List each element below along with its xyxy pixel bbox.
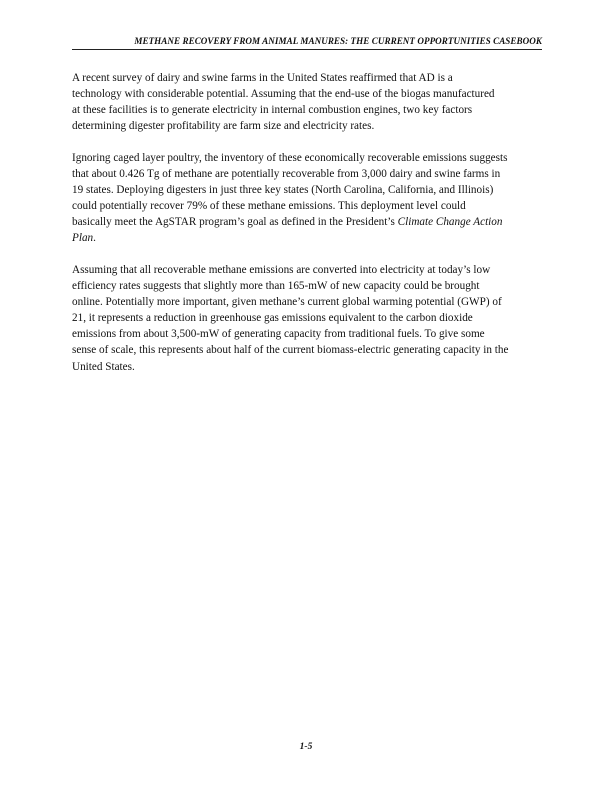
text-fragment: . xyxy=(93,232,96,245)
text-fragment: basically meet the AgSTAR program’s goal as defined in the President’s xyxy=(72,216,398,229)
italic-title-fragment: Plan xyxy=(72,232,94,245)
text-line: could potentially recover 79% of these methane emissions. This deployment level could xyxy=(72,200,466,213)
text-line: at these facilities is to generate electricity in internal combustion engines, two key factors xyxy=(72,104,473,117)
running-header xyxy=(72,35,542,50)
text-line xyxy=(72,230,534,246)
text-line: that about 0.426 Tg of methane are potentially recoverable from 3,000 dairy and swine farms in xyxy=(72,167,501,180)
text-line: Assuming that all recoverable methane emissions are converted into electricity at today’s low xyxy=(72,263,491,276)
paragraph-2 xyxy=(72,150,534,247)
text-line: determining digester profitability are farm size and electricity rates. xyxy=(72,120,375,133)
header-title: METHANE RECOVERY FROM ANIMAL MANURES: THE CURRENT OPPORTUNITIES CASEBOOK xyxy=(134,36,542,46)
text-line: technology with considerable potential. Assuming that the end-use of the biogas manufactured xyxy=(72,88,495,101)
page-number: 1-5 xyxy=(299,742,313,752)
text-line: 21, it represents a reduction in greenhouse gas emissions equivalent to the carbon dioxide xyxy=(72,312,473,325)
document-body xyxy=(72,70,534,390)
text-line: 19 states. Deploying digesters in just three key states (North Carolina, California, and Illinois) xyxy=(72,184,494,197)
paragraph-1 xyxy=(72,70,534,134)
text-line: United States. xyxy=(72,360,135,373)
text-line: sense of scale, this represents about half of the current biomass-electric generating capacity in the xyxy=(72,344,509,357)
text-line: online. Potentially more important, given methane’s current global warming potential (GWP) of xyxy=(72,296,502,309)
italic-title-fragment: Climate Change Action xyxy=(397,216,503,229)
text-line: Ignoring caged layer poultry, the inventory of these economically recoverable emissions suggests xyxy=(72,151,508,164)
paragraph-3 xyxy=(72,262,534,375)
text-line: efficiency rates suggests that slightly more than 165-mW of new capacity could be brought xyxy=(72,280,480,293)
text-line: emissions from about 3,500-mW of generating capacity from traditional fuels. To give some xyxy=(72,328,485,341)
text-line xyxy=(72,214,534,230)
text-line: A recent survey of dairy and swine farms in the United States reaffirmed that AD is a xyxy=(72,72,453,84)
